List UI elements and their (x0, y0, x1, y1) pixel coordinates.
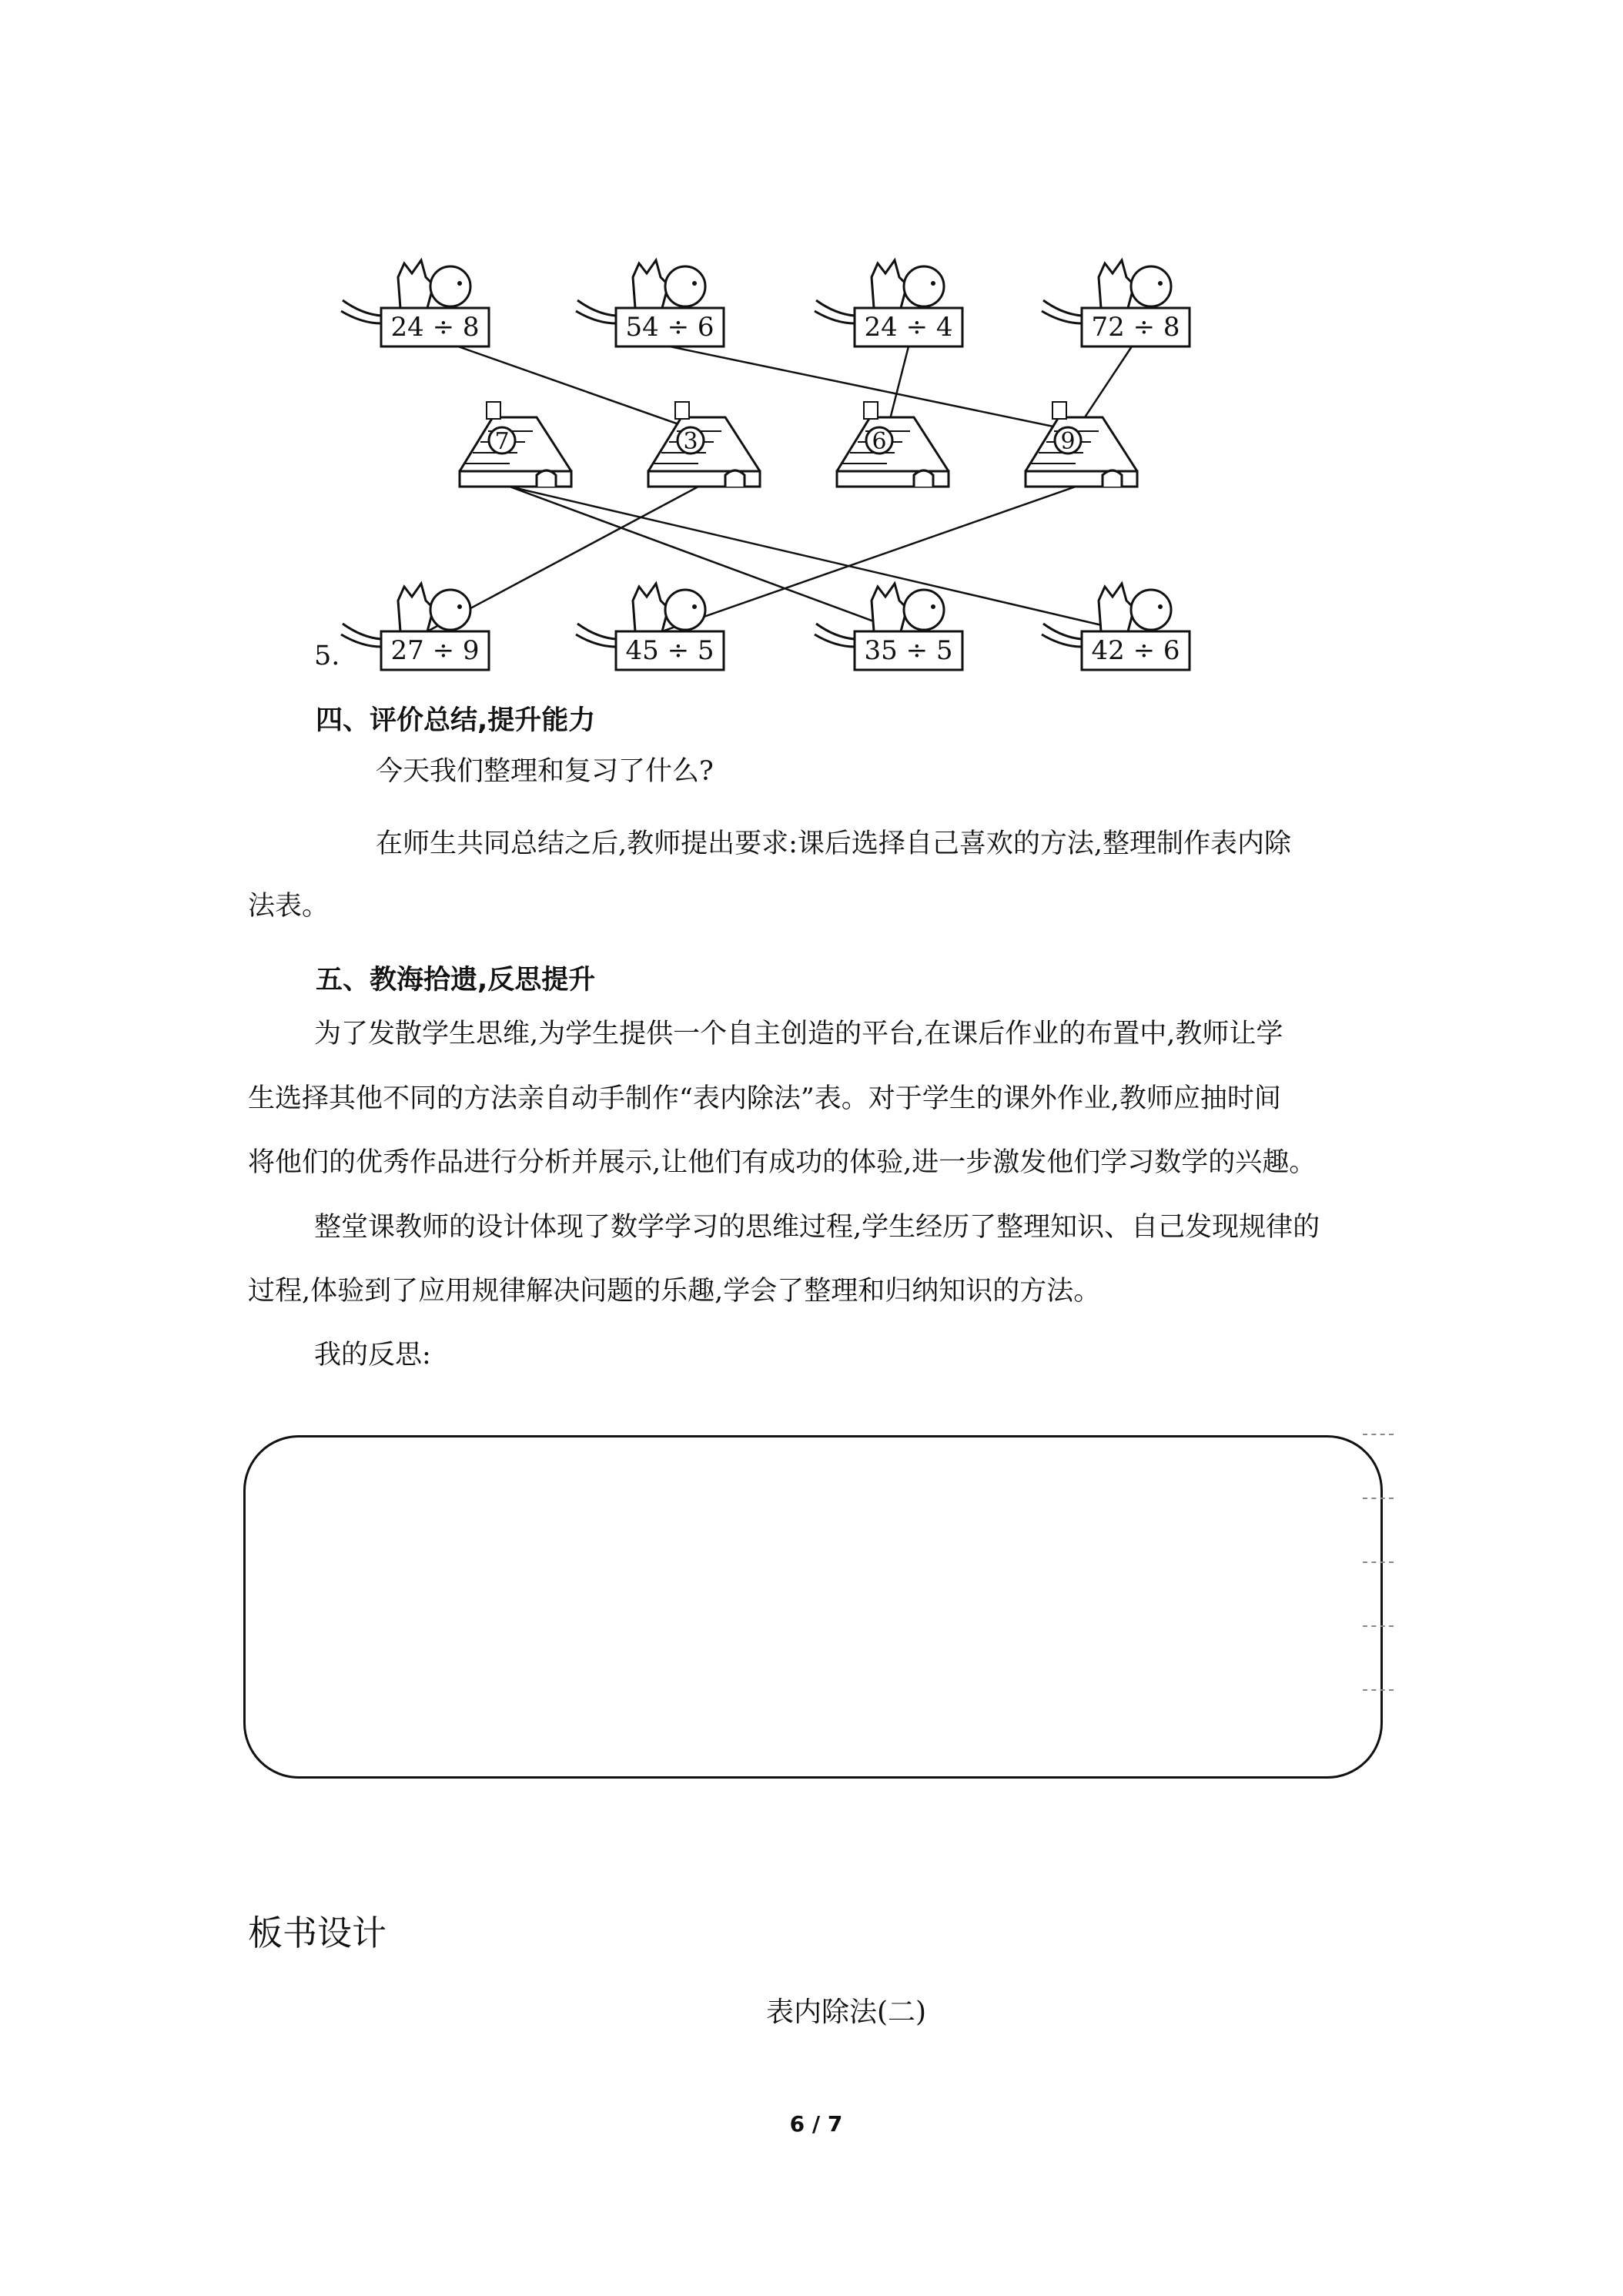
bird-card (576, 260, 724, 346)
bird-eye-icon (1158, 281, 1163, 286)
bird-head-icon (904, 266, 944, 306)
house-icon (1026, 402, 1137, 487)
section-5-paragraph-2-line-2: 过程,体验到了应用规律解决问题的乐趣,学会了整理和归纳知识的方法。 (248, 1276, 1101, 1307)
bird-tail-icon (1042, 634, 1082, 647)
house-icon (837, 402, 949, 487)
bird-card (1042, 260, 1190, 346)
bird-tail-icon (815, 634, 855, 647)
bird-tail-icon (1043, 624, 1082, 639)
chimney-icon (864, 402, 878, 419)
bird-card (341, 260, 489, 346)
reflection-box[interactable] (243, 1435, 1383, 1779)
bird-card (815, 260, 962, 346)
section-5-title: 五、教海拾遗,反思提升 (316, 965, 596, 996)
bird-head-icon (665, 266, 705, 306)
section-5-paragraph-2-line-1: 整堂课教师的设计体现了数学学习的思维过程,学生经历了整理知识、自己发现规律的 (314, 1212, 1320, 1243)
house-icon (460, 402, 571, 487)
expression-text: 24 ÷ 4 (864, 312, 953, 343)
bird-wing-icon (633, 584, 668, 631)
bird-eye-icon (692, 604, 697, 609)
bottom-bird-row (341, 584, 1190, 670)
bird-tail-icon (577, 624, 616, 639)
section-4-paragraph-2-line-1: 在师生共同总结之后,教师提出要求:课后选择自己喜欢的方法,整理制作表内除 (376, 828, 1292, 859)
house-row (460, 402, 1137, 487)
bird-card (576, 584, 724, 670)
bird-tail-icon (343, 300, 381, 316)
bird-wing-icon (398, 584, 433, 631)
bird-wing-icon (872, 584, 907, 631)
expression-text: 35 ÷ 5 (864, 635, 953, 666)
bird-tail-icon (341, 311, 381, 323)
bird-eye-icon (457, 604, 462, 609)
bird-head-icon (665, 590, 705, 630)
bird-eye-icon (931, 281, 935, 286)
bird-tail-icon (341, 634, 381, 647)
section-5-paragraph-1-line-1: 为了发散学生思维,为学生提供一个自主创造的平台,在课后作业的布置中,教师让学 (314, 1019, 1283, 1049)
page-number: 6 / 7 (789, 2111, 843, 2137)
reflection-label: 我的反思: (314, 1340, 431, 1371)
bird-tail-icon (816, 624, 855, 639)
connector-line (662, 487, 1076, 631)
bird-wing-icon (1099, 260, 1134, 308)
door-icon (914, 470, 933, 487)
chimney-icon (1052, 402, 1066, 419)
matching-exercise (0, 0, 1623, 693)
bird-head-icon (1131, 590, 1171, 630)
house-number: 7 (494, 428, 510, 455)
connector-line (510, 487, 1128, 631)
bird-tail-icon (1043, 300, 1082, 316)
dash-mark (1363, 1689, 1394, 1691)
section-4-paragraph-1: 今天我们整理和复习了什么? (376, 756, 714, 787)
door-icon (537, 470, 556, 487)
bird-tail-icon (815, 311, 855, 323)
bird-head-icon (430, 266, 470, 306)
chimney-icon (675, 402, 689, 419)
section-4-title: 四、评价总结,提升能力 (316, 705, 596, 736)
expression-text: 54 ÷ 6 (625, 312, 714, 343)
top-bird-row (341, 260, 1190, 346)
bird-card (1042, 584, 1190, 670)
section-5-paragraph-1-line-2: 生选择其他不同的方法亲自动手制作“表内除法”表。对于学生的课外作业,教师应抽时间 (248, 1083, 1281, 1114)
door-icon (725, 470, 745, 487)
exercise-number: 5. (314, 641, 340, 671)
section-4-paragraph-2-line-2: 法表。 (248, 891, 330, 922)
dash-mark (1363, 1434, 1394, 1435)
bird-card (815, 584, 962, 670)
bird-tail-icon (816, 300, 855, 316)
expression-text: 42 ÷ 6 (1091, 635, 1180, 666)
bird-eye-icon (692, 281, 697, 286)
dash-mark (1363, 1561, 1394, 1563)
bird-wing-icon (398, 260, 433, 308)
bird-wing-icon (872, 260, 907, 308)
bird-eye-icon (1158, 604, 1163, 609)
house-icon (648, 402, 760, 487)
house-number: 9 (1060, 428, 1076, 455)
house-number: 6 (872, 428, 887, 455)
board-title: 表内除法(二) (766, 1996, 927, 2028)
expression-text: 72 ÷ 8 (1091, 312, 1180, 343)
section-5-paragraph-1-line-3: 将他们的优秀作品进行分析并展示,让他们有成功的体验,进一步激发他们学习数学的兴趣。 (248, 1147, 1317, 1178)
bird-wing-icon (1099, 584, 1134, 631)
bird-tail-icon (576, 634, 616, 647)
board-design-heading: 板书设计 (248, 1913, 387, 1953)
expression-text: 27 ÷ 9 (390, 635, 480, 666)
connector-lines (427, 346, 1132, 631)
bird-tail-icon (343, 624, 381, 639)
bird-tail-icon (576, 311, 616, 323)
bird-head-icon (1131, 266, 1171, 306)
expression-text: 24 ÷ 8 (390, 312, 480, 343)
bird-tail-icon (1042, 311, 1082, 323)
dash-mark (1363, 1498, 1394, 1499)
chimney-icon (487, 402, 500, 419)
dash-mark (1363, 1625, 1394, 1627)
bird-head-icon (904, 590, 944, 630)
house-number: 3 (683, 428, 698, 455)
bird-eye-icon (931, 604, 935, 609)
bird-card (341, 584, 489, 670)
bird-head-icon (430, 590, 470, 630)
bird-tail-icon (577, 300, 616, 316)
bird-eye-icon (457, 281, 462, 286)
bird-wing-icon (633, 260, 668, 308)
door-icon (1103, 470, 1122, 487)
expression-text: 45 ÷ 5 (625, 635, 714, 666)
